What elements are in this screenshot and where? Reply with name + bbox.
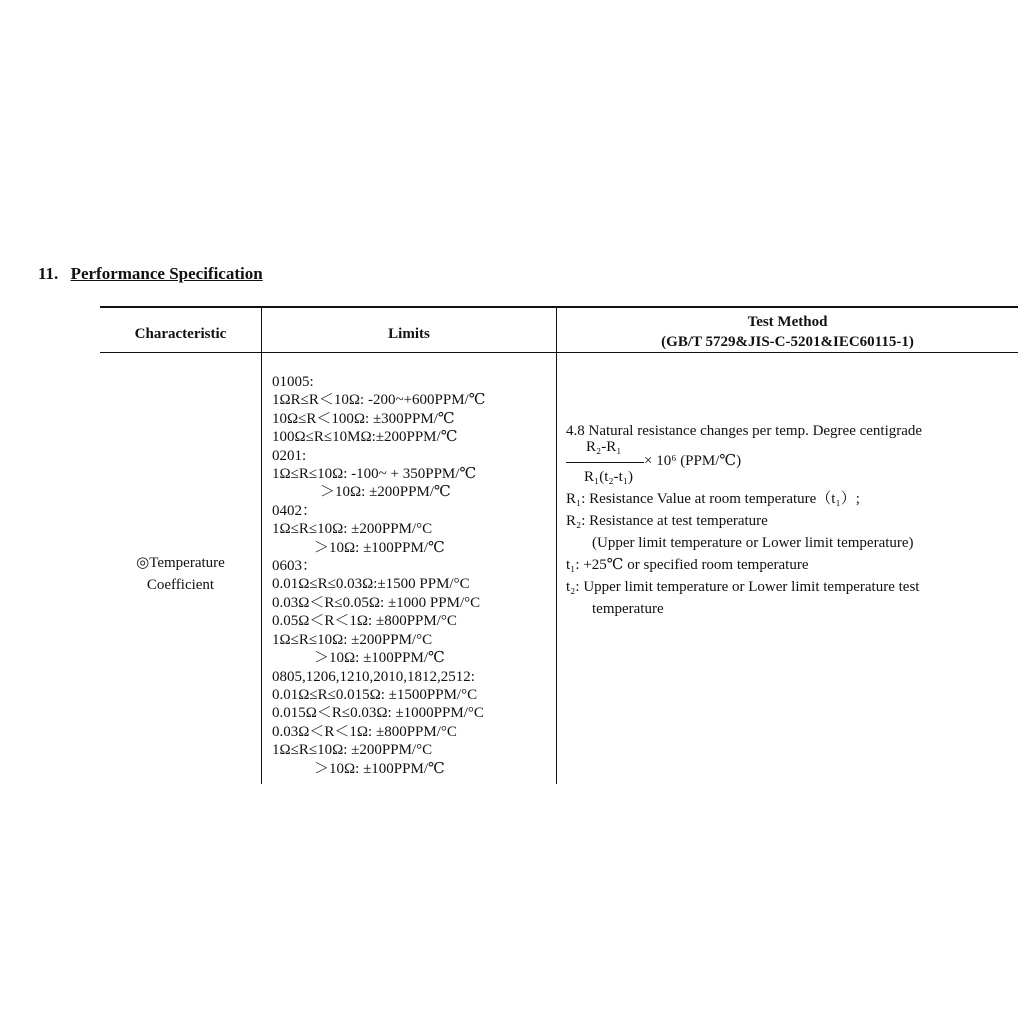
method-t1: t₁: +25℃ or specified room temperature [566,557,809,573]
method-r2-note: (Upper limit temperature or Lower limit temperature) [592,535,914,551]
limits-line: 1Ω≤R≤10Ω: ±200PPM/°C [272,521,433,538]
limits-line: 0.03Ω＜R≤0.05Ω: ±1000 PPM/°C [272,594,481,611]
limits-line: 0201: [272,447,307,464]
test-method-cell [566,420,1016,620]
characteristic-line: Coefficient [146,577,215,593]
table-header-rule [100,352,1018,353]
header-limits: Limits [388,326,430,342]
section-title: Performance Specification [70,264,263,283]
limits-line: 1Ω≤R≤10Ω: ±200PPM/°C [272,631,433,648]
formula-multiplier: × 10⁶ (PPM/℃) [644,453,742,469]
limits-line: 0.03Ω＜R＜1Ω: ±800PPM/°C [272,723,457,740]
header-characteristic: Characteristic [134,326,227,342]
section-heading [38,264,263,284]
header-test-method-title: Test Method [747,314,828,330]
limits-line: 0.015Ω＜R≤0.03Ω: ±1000PPM/°C [272,705,484,722]
limits-line: 0.01Ω≤R≤0.015Ω: ±1500PPM/°C [272,686,478,703]
limits-line: 0.01Ω≤R≤0.03Ω:±1500 PPM/°C [272,576,470,593]
table-top-rule [100,306,1018,308]
method-t2: t₂: Upper limit temperature or Lower limit temperature test [566,579,920,595]
limits-line: ＞10Ω: ±100PPM/℃ [314,650,445,667]
limits-line: ＞10Ω: ±100PPM/℃ [314,760,445,777]
characteristic-cell [100,552,261,596]
limits-line: 100Ω≤R≤10MΩ:±200PPM/℃ [272,429,458,446]
limits-line: 1Ω≤R≤10Ω: ±200PPM/°C [272,742,433,759]
limits-line: 1Ω≤R≤10Ω: -100~ + 350PPM/℃ [272,466,477,483]
limits-line: 0603： [272,558,318,575]
limits-line: 0805,1206,1210,2010,1812,2512: [272,668,475,685]
limits-line: ＞10Ω: ±200PPM/℃ [320,484,451,501]
section-number: 11. [38,264,59,283]
column-divider [556,306,557,784]
fraction-bar [566,462,644,463]
spec-table [100,306,1018,784]
limits-list [272,373,486,778]
method-r1: R₁: Resistance Value at room temperature（t₁）; [566,491,860,507]
limits-line: 1ΩR≤R＜10Ω: -200~+600PPM/℃ [272,392,486,409]
characteristic-line: ◎Temperature [136,555,225,571]
limits-line: 0.05Ω＜R＜1Ω: ±800PPM/°C [272,613,457,630]
limits-line: 10Ω≤R＜100Ω: ±300PPM/℃ [272,410,455,427]
method-r2: R₂: Resistance at test temperature [566,513,768,529]
column-divider [261,306,262,784]
formula-numerator: R₂-R₁ [586,439,622,455]
limits-line: 0402： [272,502,318,519]
formula-denominator: R₁(t₂-t₁) [584,469,634,485]
ppm-formula [566,439,1016,488]
limits-line: ＞10Ω: ±100PPM/℃ [314,539,445,556]
method-intro: 4.8 Natural resistance changes per temp. Degree centigrade [566,423,923,439]
method-t2-cont: temperature [592,601,664,617]
header-test-method-standards: (GB/T 5729&JIS-C-5201&IEC60115-1) [661,334,914,350]
header-test-method [557,312,1018,352]
limits-line: 01005: [272,374,314,390]
